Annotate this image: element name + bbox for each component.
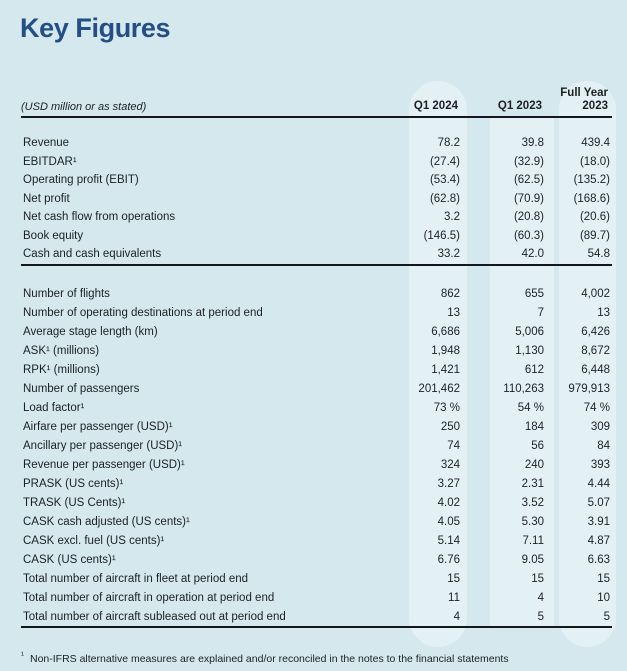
row-label: Number of operating destinations at period end [23,306,263,319]
cell-q1-2024: (62.8) [429,192,460,205]
table-row [21,417,612,436]
cell-q1-2023: 15 [531,572,544,585]
table-row [21,341,612,360]
row-label: Revenue per passenger (USD)¹ [23,458,185,471]
table-row [21,398,612,417]
cell-full-year-2023: 8,672 [581,344,610,357]
row-label: CASK (US cents)¹ [23,553,116,566]
table-row [21,360,612,379]
cell-q1-2023: 3.52 [521,496,544,509]
cell-q1-2023: 4 [537,591,544,604]
row-label: Total number of aircraft in operation at period end [23,591,275,604]
table-row [21,436,612,455]
cell-q1-2024: 201,462 [418,382,460,395]
cell-full-year-2023: 3.91 [587,515,610,528]
cell-q1-2024: 3.2 [444,211,460,224]
footnote-marker: ¹ [21,650,24,660]
cell-q1-2023: 42.0 [521,248,544,261]
unit-label: (USD million or as stated) [21,101,147,113]
row-label: EBITDAR¹ [23,155,77,168]
cell-q1-2023: 39.8 [521,137,544,150]
row-label: Number of passengers [23,382,140,395]
table-row [21,322,612,341]
table-row [21,303,612,322]
cell-q1-2023: 56 [531,439,544,452]
cell-q1-2024: 3.27 [437,477,460,490]
cell-full-year-2023: 54.8 [587,248,610,261]
cell-q1-2024: 6.76 [437,553,460,566]
row-label: Operating profit (EBIT) [23,174,139,187]
cell-q1-2023: 5 [537,610,544,623]
column-header-full-year-2023 [546,87,612,113]
table-row [21,208,612,227]
cell-q1-2024: 4.05 [437,515,460,528]
cell-q1-2023: 7.11 [522,534,544,547]
cell-full-year-2023: 15 [597,572,610,585]
cell-q1-2023: 655 [524,287,544,300]
cell-q1-2023: 110,263 [503,382,544,395]
row-label: Cash and cash equivalents [23,248,162,261]
footnote [21,650,509,665]
cell-q1-2024: 1,948 [431,344,460,357]
cell-q1-2023: (32.9) [513,155,544,168]
row-label: Ancillary per passenger (USD)¹ [23,439,183,452]
cell-full-year-2023: 6,448 [581,363,610,376]
column-header-full-year-line2: 2023 [582,100,608,112]
cell-q1-2023: 7 [537,306,544,319]
cell-full-year-2023: 74 % [583,401,610,414]
cell-full-year-2023: 10 [597,591,610,604]
cell-full-year-2023: 4.44 [587,477,610,490]
cell-q1-2023: (62.5) [513,174,544,187]
cell-q1-2023: 240 [524,458,544,471]
table-row [21,550,612,569]
row-label: Book equity [23,229,84,242]
cell-q1-2024: 13 [447,306,460,319]
cell-q1-2023: 1,130 [515,344,544,357]
row-label: Airfare per passenger (USD)¹ [23,420,173,433]
column-header-q1-2023: Q1 2023 [497,100,542,112]
cell-q1-2023: 184 [524,420,544,433]
cell-q1-2023: 5.30 [521,515,544,528]
cell-q1-2024: 33.2 [437,248,460,261]
cell-q1-2024: 74 [447,439,460,452]
table-row [21,245,612,264]
table-row [21,588,612,607]
cell-full-year-2023: 13 [597,306,610,319]
row-label: PRASK (US cents)¹ [23,477,124,490]
operational-figures-section [21,266,612,628]
cell-q1-2024: 78.2 [437,137,460,150]
cell-full-year-2023: 309 [590,420,610,433]
table-row [21,153,612,172]
row-label: Average stage length (km) [23,325,158,338]
cell-full-year-2023: (89.7) [579,229,610,242]
cell-q1-2023: 9.05 [521,553,544,566]
table-row [21,171,612,190]
table-row [21,493,612,512]
cell-q1-2024: 15 [447,572,460,585]
page-title: Key Figures [20,13,171,43]
table-row [21,569,612,588]
cell-q1-2024: 5.14 [437,534,460,547]
footnote-text: Non-IFRS alternative measures are explained and/or reconciled in the notes to the financial statements [30,653,509,665]
row-label: Net profit [23,192,70,205]
cell-q1-2023: 54 % [517,401,544,414]
cell-q1-2024: 4.02 [437,496,460,509]
row-label: RPK¹ (millions) [23,363,100,376]
cell-q1-2024: 862 [440,287,460,300]
row-label: Revenue [23,137,70,150]
cell-q1-2024: (53.4) [429,174,460,187]
cell-full-year-2023: (135.2) [573,174,610,187]
cell-q1-2024: (146.5) [423,229,460,242]
cell-q1-2024: 324 [440,458,460,471]
cell-q1-2023: 5,006 [515,325,544,338]
cell-full-year-2023: 6.63 [587,553,610,566]
table-row [21,531,612,550]
table-header-row [21,79,612,118]
table-row [21,379,612,398]
cell-full-year-2023: (18.0) [579,155,610,168]
table-row [21,284,612,303]
cell-full-year-2023: 6,426 [581,325,610,338]
row-label: Net cash flow from operations [23,211,176,224]
cell-full-year-2023: 393 [590,458,610,471]
cell-q1-2023: 2.31 [521,477,544,490]
table-row [21,607,612,626]
cell-full-year-2023: 5.07 [587,496,610,509]
column-header-full-year-line1: Full Year [560,87,608,99]
row-label: Load factor¹ [23,401,85,414]
cell-full-year-2023: (20.6) [579,211,610,224]
cell-q1-2024: 6,686 [431,325,460,338]
row-label: Total number of aircraft subleased out at period end [23,610,286,623]
cell-q1-2024: 73 % [433,401,460,414]
row-label: Number of flights [23,287,110,300]
cell-q1-2024: 250 [440,420,460,433]
row-label: CASK cash adjusted (US cents)¹ [23,515,190,528]
cell-q1-2023: (70.9) [513,192,544,205]
table-row [21,512,612,531]
cell-q1-2023: (60.3) [513,229,544,242]
cell-full-year-2023: 4.87 [587,534,610,547]
cell-q1-2024: 1,421 [431,363,460,376]
cell-q1-2024: 4 [453,610,460,623]
cell-full-year-2023: 4,002 [581,287,610,300]
table-row [21,134,612,153]
cell-full-year-2023: (168.6) [573,192,610,205]
cell-q1-2023: (20.8) [513,211,544,224]
table-row [21,474,612,493]
table-row [21,227,612,246]
cell-full-year-2023: 979,913 [568,382,610,395]
column-header-q1-2024: Q1 2024 [413,100,458,112]
row-label: TRASK (US Cents)¹ [23,496,126,509]
financial-figures-section [21,117,612,266]
cell-q1-2024: (27.4) [429,155,460,168]
cell-q1-2024: 11 [448,591,460,604]
cell-full-year-2023: 5 [603,610,610,623]
cell-q1-2023: 612 [524,363,544,376]
table-row [21,455,612,474]
cell-full-year-2023: 439.4 [581,137,610,150]
row-label: Total number of aircraft in fleet at period end [23,572,249,585]
cell-full-year-2023: 84 [597,439,610,452]
row-label: CASK excl. fuel (US cents)¹ [23,534,165,547]
table-row [21,190,612,209]
row-label: ASK¹ (millions) [23,344,100,357]
